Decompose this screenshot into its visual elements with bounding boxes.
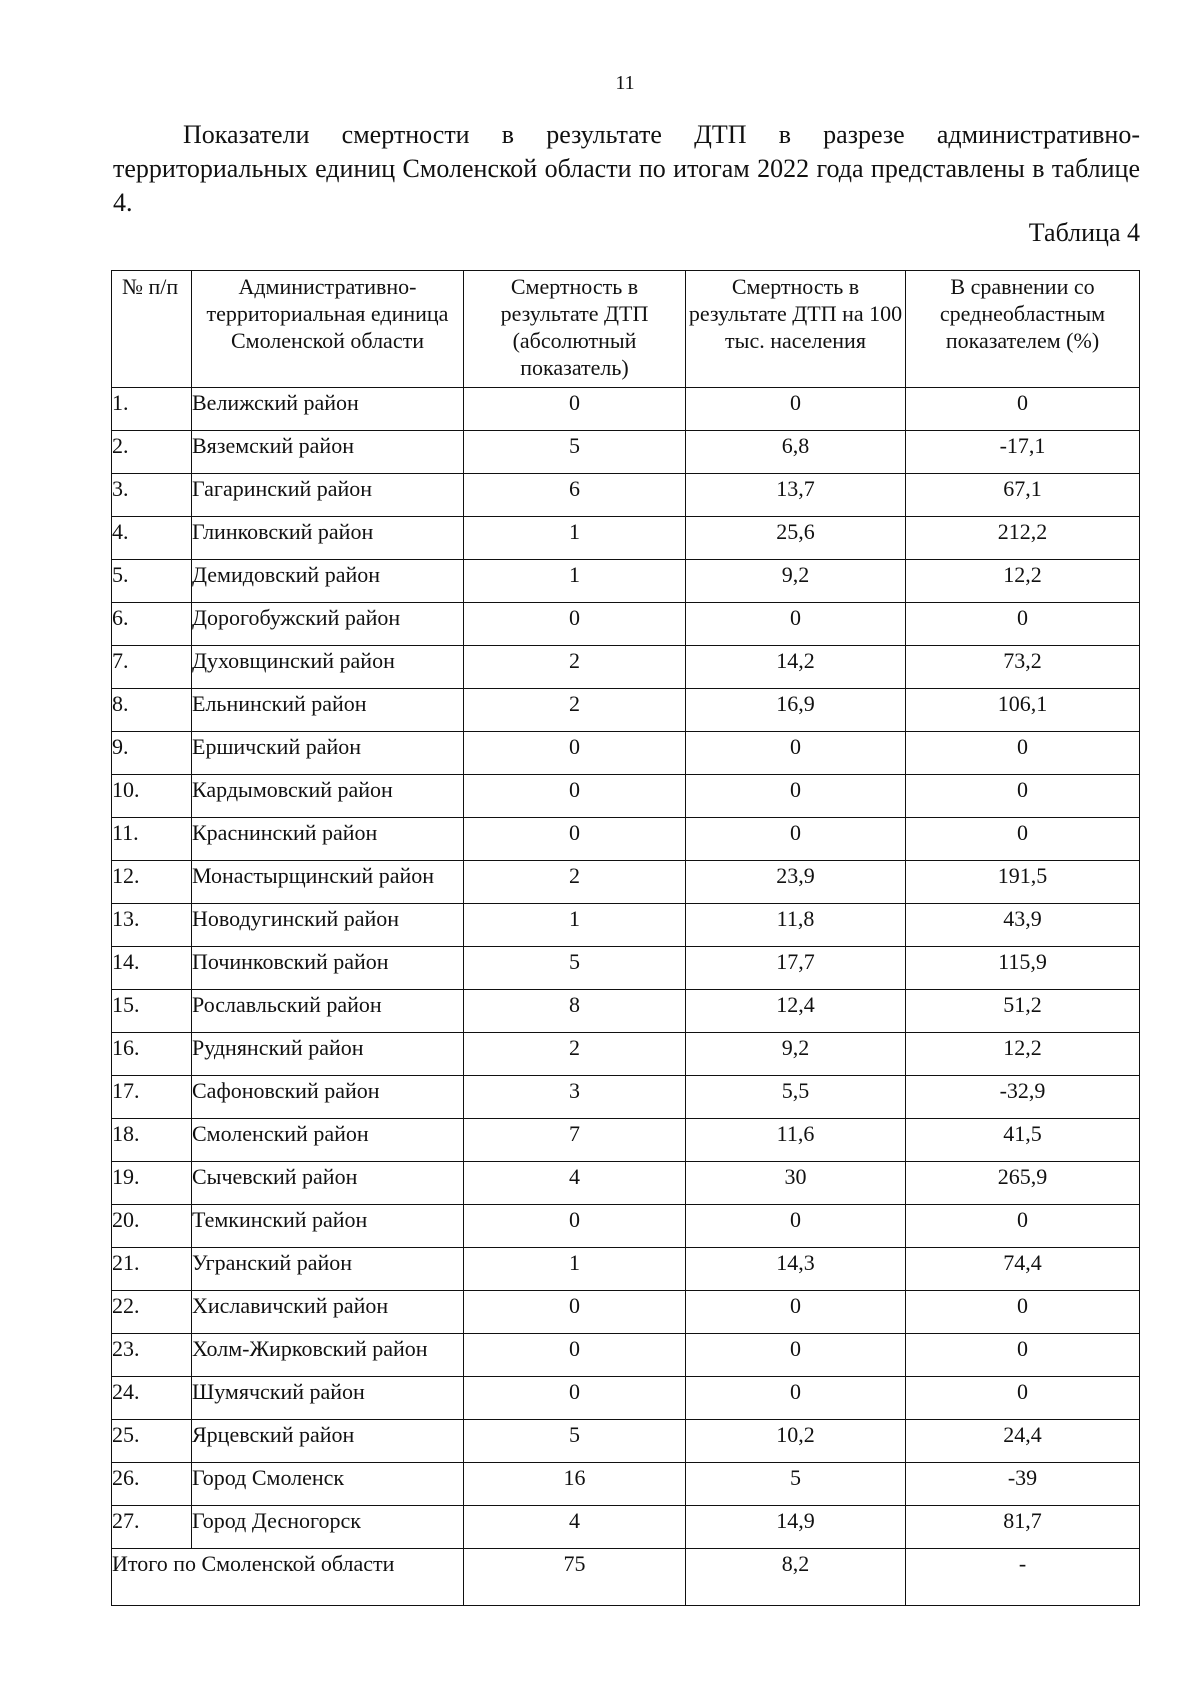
row-per-100k: 12,4 [686, 990, 906, 1033]
page-number: 11 [615, 72, 635, 94]
row-unit-name: Угранский район [192, 1248, 464, 1291]
row-comparison: 191,5 [906, 861, 1140, 904]
row-comparison: 0 [906, 1334, 1140, 1377]
row-unit-name: Глинковский район [192, 517, 464, 560]
row-comparison: 115,9 [906, 947, 1140, 990]
row-absolute: 1 [464, 1248, 686, 1291]
row-comparison: 73,2 [906, 646, 1140, 689]
row-unit-name: Шумячский район [192, 1377, 464, 1420]
row-comparison: 67,1 [906, 474, 1140, 517]
row-per-100k: 10,2 [686, 1420, 906, 1463]
row-comparison: 81,7 [906, 1506, 1140, 1549]
table-total-row [112, 1549, 1140, 1606]
row-comparison: 0 [906, 603, 1140, 646]
table-row [112, 1033, 1140, 1076]
row-unit-name: Новодугинский район [192, 904, 464, 947]
row-absolute: 8 [464, 990, 686, 1033]
row-per-100k: 30 [686, 1162, 906, 1205]
row-number: 25. [112, 1420, 192, 1463]
table-caption: Таблица 4 [1028, 218, 1140, 247]
row-comparison: 0 [906, 1205, 1140, 1248]
table-row [112, 990, 1140, 1033]
row-comparison: 106,1 [906, 689, 1140, 732]
table-row [112, 1248, 1140, 1291]
table-row [112, 1506, 1140, 1549]
row-absolute: 6 [464, 474, 686, 517]
total-per-100k: 8,2 [686, 1549, 906, 1606]
table-row [112, 603, 1140, 646]
row-number: 5. [112, 560, 192, 603]
row-unit-name: Краснинский район [192, 818, 464, 861]
row-absolute: 0 [464, 1291, 686, 1334]
row-per-100k: 9,2 [686, 560, 906, 603]
row-absolute: 0 [464, 1205, 686, 1248]
row-unit-name: Дорогобужский район [192, 603, 464, 646]
table-row [112, 775, 1140, 818]
row-absolute: 0 [464, 775, 686, 818]
table-row [112, 947, 1140, 990]
row-absolute: 1 [464, 560, 686, 603]
row-unit-name: Сафоновский район [192, 1076, 464, 1119]
row-number: 24. [112, 1377, 192, 1420]
row-number: 2. [112, 431, 192, 474]
table-row [112, 1463, 1140, 1506]
row-per-100k: 0 [686, 1291, 906, 1334]
row-absolute: 1 [464, 517, 686, 560]
row-per-100k: 11,8 [686, 904, 906, 947]
row-per-100k: 11,6 [686, 1119, 906, 1162]
row-absolute: 1 [464, 904, 686, 947]
row-comparison: -32,9 [906, 1076, 1140, 1119]
row-absolute: 0 [464, 818, 686, 861]
row-unit-name: Ершичский район [192, 732, 464, 775]
row-unit-name: Кардымовский район [192, 775, 464, 818]
row-number: 16. [112, 1033, 192, 1076]
row-absolute: 5 [464, 1420, 686, 1463]
table-row [112, 1162, 1140, 1205]
table-row [112, 1377, 1140, 1420]
row-per-100k: 9,2 [686, 1033, 906, 1076]
table-row [112, 732, 1140, 775]
row-unit-name: Духовщинский район [192, 646, 464, 689]
row-number: 12. [112, 861, 192, 904]
row-number: 17. [112, 1076, 192, 1119]
row-per-100k: 0 [686, 1334, 906, 1377]
row-per-100k: 14,2 [686, 646, 906, 689]
row-unit-name: Хиславичский район [192, 1291, 464, 1334]
row-number: 20. [112, 1205, 192, 1248]
table-row [112, 560, 1140, 603]
mortality-table [111, 270, 1140, 1606]
row-number: 21. [112, 1248, 192, 1291]
row-number: 19. [112, 1162, 192, 1205]
table-body [112, 388, 1140, 1549]
row-per-100k: 0 [686, 1377, 906, 1420]
row-number: 18. [112, 1119, 192, 1162]
row-comparison: 0 [906, 818, 1140, 861]
row-number: 11. [112, 818, 192, 861]
row-per-100k: 0 [686, 775, 906, 818]
row-per-100k: 0 [686, 818, 906, 861]
row-absolute: 7 [464, 1119, 686, 1162]
row-comparison: 0 [906, 732, 1140, 775]
row-number: 1. [112, 388, 192, 431]
row-absolute: 4 [464, 1162, 686, 1205]
row-absolute: 2 [464, 861, 686, 904]
intro-paragraph: Показатели смертности в результате ДТП в разрезе административно-территориальных единиц Смоленской области по итогам 2022 года представлены в таблице 4. [113, 120, 1140, 217]
row-comparison: 212,2 [906, 517, 1140, 560]
row-per-100k: 14,9 [686, 1506, 906, 1549]
table-row [112, 1205, 1140, 1248]
table-row [112, 904, 1140, 947]
row-number: 15. [112, 990, 192, 1033]
row-absolute: 0 [464, 388, 686, 431]
row-per-100k: 13,7 [686, 474, 906, 517]
row-per-100k: 25,6 [686, 517, 906, 560]
row-number: 23. [112, 1334, 192, 1377]
row-absolute: 0 [464, 1334, 686, 1377]
row-number: 27. [112, 1506, 192, 1549]
row-per-100k: 0 [686, 603, 906, 646]
row-unit-name: Починковский район [192, 947, 464, 990]
table-row [112, 1291, 1140, 1334]
row-absolute: 2 [464, 1033, 686, 1076]
header-comparison: В сравнении со среднеобластным показателем (%) [906, 271, 1140, 388]
row-unit-name: Вяземский район [192, 431, 464, 474]
table-row [112, 861, 1140, 904]
table-row [112, 474, 1140, 517]
row-per-100k: 0 [686, 1205, 906, 1248]
row-absolute: 0 [464, 732, 686, 775]
table-row [112, 689, 1140, 732]
row-comparison: 265,9 [906, 1162, 1140, 1205]
row-comparison: 74,4 [906, 1248, 1140, 1291]
total-label: Итого по Смоленской области [112, 1549, 464, 1606]
table-header-row [112, 271, 1140, 388]
row-per-100k: 5 [686, 1463, 906, 1506]
row-comparison: 24,4 [906, 1420, 1140, 1463]
row-comparison: 0 [906, 1291, 1140, 1334]
table-row [112, 431, 1140, 474]
row-absolute: 0 [464, 603, 686, 646]
table-row [112, 388, 1140, 431]
row-absolute: 5 [464, 947, 686, 990]
header-per-100k: Смертность в результате ДТП на 100 тыс. населения [686, 271, 906, 388]
row-number: 10. [112, 775, 192, 818]
row-comparison: 0 [906, 1377, 1140, 1420]
row-number: 4. [112, 517, 192, 560]
row-comparison: 12,2 [906, 560, 1140, 603]
row-comparison: 43,9 [906, 904, 1140, 947]
row-comparison: 0 [906, 388, 1140, 431]
row-comparison: -17,1 [906, 431, 1140, 474]
header-number: № п/п [112, 271, 192, 388]
row-absolute: 16 [464, 1463, 686, 1506]
table-row [112, 1119, 1140, 1162]
row-absolute: 3 [464, 1076, 686, 1119]
row-unit-name: Монастырщинский район [192, 861, 464, 904]
row-unit-name: Город Десногорск [192, 1506, 464, 1549]
row-number: 26. [112, 1463, 192, 1506]
row-unit-name: Холм-Жирковский район [192, 1334, 464, 1377]
row-unit-name: Руднянский район [192, 1033, 464, 1076]
row-absolute: 2 [464, 646, 686, 689]
table-row [112, 818, 1140, 861]
row-absolute: 2 [464, 689, 686, 732]
row-number: 9. [112, 732, 192, 775]
row-number: 22. [112, 1291, 192, 1334]
row-per-100k: 5,5 [686, 1076, 906, 1119]
row-unit-name: Смоленский район [192, 1119, 464, 1162]
row-per-100k: 16,9 [686, 689, 906, 732]
table-row [112, 646, 1140, 689]
row-unit-name: Город Смоленск [192, 1463, 464, 1506]
row-per-100k: 0 [686, 732, 906, 775]
row-number: 14. [112, 947, 192, 990]
row-number: 8. [112, 689, 192, 732]
row-comparison: 12,2 [906, 1033, 1140, 1076]
row-unit-name: Ярцевский район [192, 1420, 464, 1463]
table-row [112, 1076, 1140, 1119]
row-per-100k: 17,7 [686, 947, 906, 990]
row-unit-name: Гагаринский район [192, 474, 464, 517]
row-unit-name: Демидовский район [192, 560, 464, 603]
row-unit-name: Темкинский район [192, 1205, 464, 1248]
row-number: 3. [112, 474, 192, 517]
row-unit-name: Велижский район [192, 388, 464, 431]
row-per-100k: 6,8 [686, 431, 906, 474]
row-unit-name: Рославльский район [192, 990, 464, 1033]
row-absolute: 5 [464, 431, 686, 474]
header-unit: Административно-территориальная единица Смоленской области [192, 271, 464, 388]
row-per-100k: 0 [686, 388, 906, 431]
row-absolute: 4 [464, 1506, 686, 1549]
row-unit-name: Ельнинский район [192, 689, 464, 732]
row-number: 13. [112, 904, 192, 947]
table-row [112, 1420, 1140, 1463]
total-comparison: - [906, 1549, 1140, 1606]
row-absolute: 0 [464, 1377, 686, 1420]
row-unit-name: Сычевский район [192, 1162, 464, 1205]
row-number: 6. [112, 603, 192, 646]
row-comparison: 0 [906, 775, 1140, 818]
header-absolute: Смертность в результате ДТП (абсолютный показатель) [464, 271, 686, 388]
row-number: 7. [112, 646, 192, 689]
total-absolute: 75 [464, 1549, 686, 1606]
row-comparison: 51,2 [906, 990, 1140, 1033]
row-per-100k: 23,9 [686, 861, 906, 904]
table-row [112, 517, 1140, 560]
row-per-100k: 14,3 [686, 1248, 906, 1291]
row-comparison: 41,5 [906, 1119, 1140, 1162]
row-comparison: -39 [906, 1463, 1140, 1506]
table-row [112, 1334, 1140, 1377]
